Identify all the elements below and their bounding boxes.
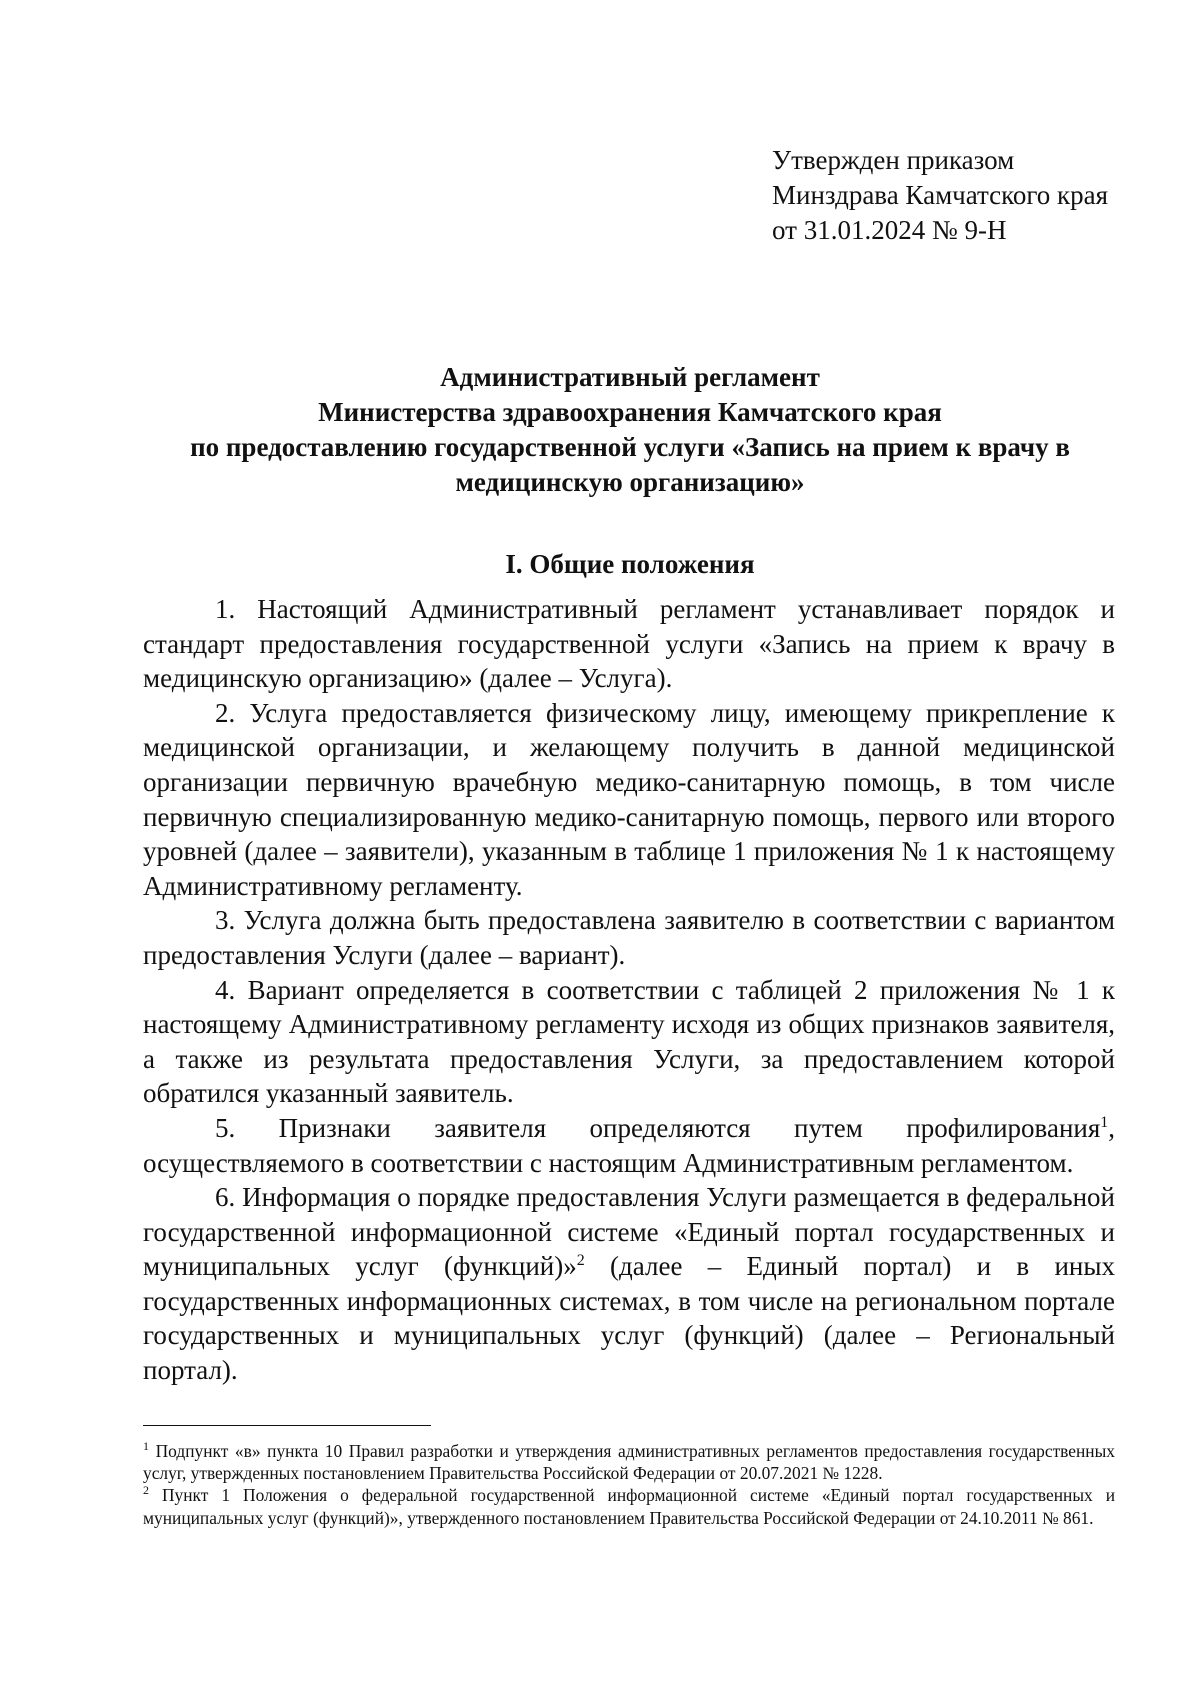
document-body [143,592,1115,1388]
section-heading: I. Общие положения [505,549,755,579]
footnote-reference[interactable]: 2 [576,1252,585,1270]
approval-line-1: Утвержден приказом [772,145,1015,175]
document-title [145,360,1115,500]
paragraph-number: 6. [215,1182,236,1213]
title-line-2: Министерства здравоохранения Камчатского края [318,397,942,427]
paragraph-number: 5. [215,1112,236,1143]
paragraph-number: 1. [215,594,236,624]
footnote-2 [143,1484,1115,1528]
approval-line-2: Минздрава Камчатского края [772,180,1109,210]
paragraph-text: Информация о порядке предоставления Услуги размещается в федеральной государственной информационной системе «Единый портал государственных и муниципальных услуг (функций)» [143,1182,1115,1282]
footnote-marker: 1 [143,1439,149,1454]
footnote-1 [143,1440,1115,1484]
paragraph-number: 4. [215,974,236,1005]
paragraph-number: 3. [215,905,236,936]
footnote-reference[interactable]: 1 [1100,1113,1109,1131]
approval-line-3: от 31.01.2024 № 9-Н [772,215,1007,245]
paragraph-text-continued: , осуществляемого в соответствии с настоящим Административным регламентом. [143,1112,1116,1178]
paragraph-4 [143,973,1115,1111]
paragraph-text: Услуга предоставляется физическому лицу, имеющему прикрепление к медицинской организации, и желающему получить в данной медицинской организации первичную врачебную медико-санитарную помощь, в том числе первичную специализированную медико-санитарную помощь, первого или второго уровней (далее – заявители), указанным в таблице 1 приложения № 1 к настоящему Административному регламенту. [143,697,1116,901]
paragraph-text-continued: (далее – Единый портал) и в иных государственных информационных системах, в том числе на региональном портале государственных и муниципальных услуг (функций) (далее – Региональный портал). [143,1251,1115,1386]
paragraph-2 [143,696,1115,904]
paragraph-text: Вариант определяется в соответствии с таблицей 2 приложения № 1 к настоящему Административному регламенту исходя из общих признаков заявителя, а также из результата предоставления Услуги, за предоставлением которой обратился указанный заявитель. [143,974,1115,1109]
footnote-separator [143,1425,431,1426]
footnote-marker: 2 [143,1483,149,1498]
paragraph-1 [143,592,1115,696]
title-line-1: Административный регламент [440,362,820,392]
paragraph-6 [143,1180,1115,1388]
footnote-text: Пункт 1 Положения о федеральной государственной информационной системе «Единый портал государственных и муниципальных услуг (функций)», утвержденного постановлением Правительства Российской Федерации от 24.10.2011 № 861. [143,1485,1115,1528]
title-line-3: по предоставлению государственной услуги «Запись на прием к врачу в [190,432,1070,462]
paragraph-number: 2. [215,697,236,728]
paragraph-text: Услуга должна быть предоставлена заявителю в соответствии с вариантом предоставления Услуги (далее – вариант). [143,905,1116,970]
approval-stamp [772,143,1108,248]
title-line-4: медицинскую организацию» [455,467,805,497]
paragraph-text: Признаки заявителя определяются путем профилирования [278,1112,1101,1143]
paragraph-text: Настоящий Административный регламент устанавливает порядок и стандарт предоставления государственной услуги «Запись на прием к врачу в медицинскую организацию» (далее – Услуга). [143,594,1115,694]
footnotes-block [143,1440,1115,1529]
paragraph-5 [143,1111,1115,1180]
paragraph-3 [143,903,1115,972]
footnote-text: Подпункт «в» пункта 10 Правил разработки и утверждения административных регламентов предоставления государственных услуг, утвержденных постановлением Правительства Российской Федерации от 20.07.2021 № 1228. [143,1441,1115,1484]
